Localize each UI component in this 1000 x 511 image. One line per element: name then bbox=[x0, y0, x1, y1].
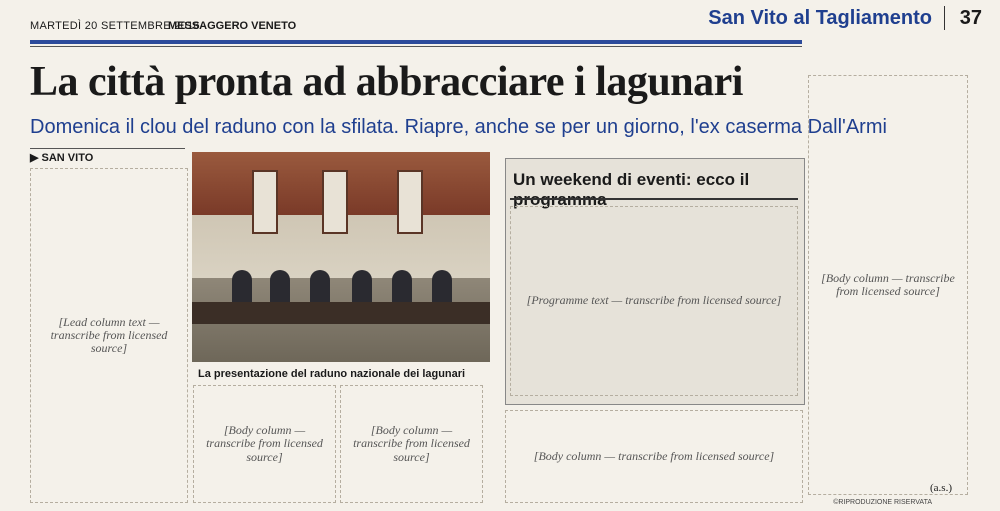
subheadline: Domenica il clou del raduno con la sfilata. Riapre, anche se per un giorno, l'ex caserma Dall'Armi bbox=[30, 116, 887, 138]
copyright-credit: ©RIPRODUZIONE RISERVATA bbox=[833, 499, 932, 506]
section-thin-rule bbox=[30, 46, 802, 47]
masthead-divider bbox=[944, 6, 945, 30]
issue-date: MARTEDÌ 20 SETTEMBRE 2016 bbox=[30, 20, 200, 32]
body-column-4: [Body column — transcribe from licensed source] bbox=[505, 410, 803, 503]
body-column-2: [Body column — transcribe from licensed source] bbox=[193, 385, 336, 503]
page-number: 37 bbox=[959, 7, 982, 29]
photo-window bbox=[252, 170, 278, 234]
body-column-3: [Body column — transcribe from licensed source] bbox=[340, 385, 483, 503]
paper-name: MESSAGGERO VENETO bbox=[168, 20, 297, 32]
section-title: San Vito al Tagliamento bbox=[708, 7, 932, 29]
photo-window bbox=[322, 170, 348, 234]
photo-table bbox=[192, 302, 490, 324]
photo-window bbox=[397, 170, 423, 234]
photo-caption: La presentazione del raduno nazionale dei lagunari bbox=[198, 368, 466, 380]
kicker-label: SAN VITO bbox=[41, 152, 94, 164]
kicker: ▶ SAN VITO bbox=[30, 152, 94, 164]
programme-box-title: Un weekend di eventi: ecco il bbox=[513, 170, 750, 189]
lead-column: [Lead column text — transcribe from licensed source] bbox=[30, 168, 188, 503]
author-signature: (a.s.) bbox=[930, 482, 952, 494]
press-conference-photo bbox=[192, 152, 490, 362]
body-column-5: [Body column — transcribe from licensed source] bbox=[808, 75, 968, 495]
section-rule bbox=[30, 40, 802, 44]
kicker-rule bbox=[30, 148, 185, 149]
programme-box-body: [Programme text — transcribe from licensed source] bbox=[510, 206, 798, 396]
headline: La città pronta ad abbracciare i lagunari bbox=[30, 59, 743, 105]
masthead bbox=[0, 0, 1000, 38]
programme-box-rule bbox=[510, 198, 798, 200]
